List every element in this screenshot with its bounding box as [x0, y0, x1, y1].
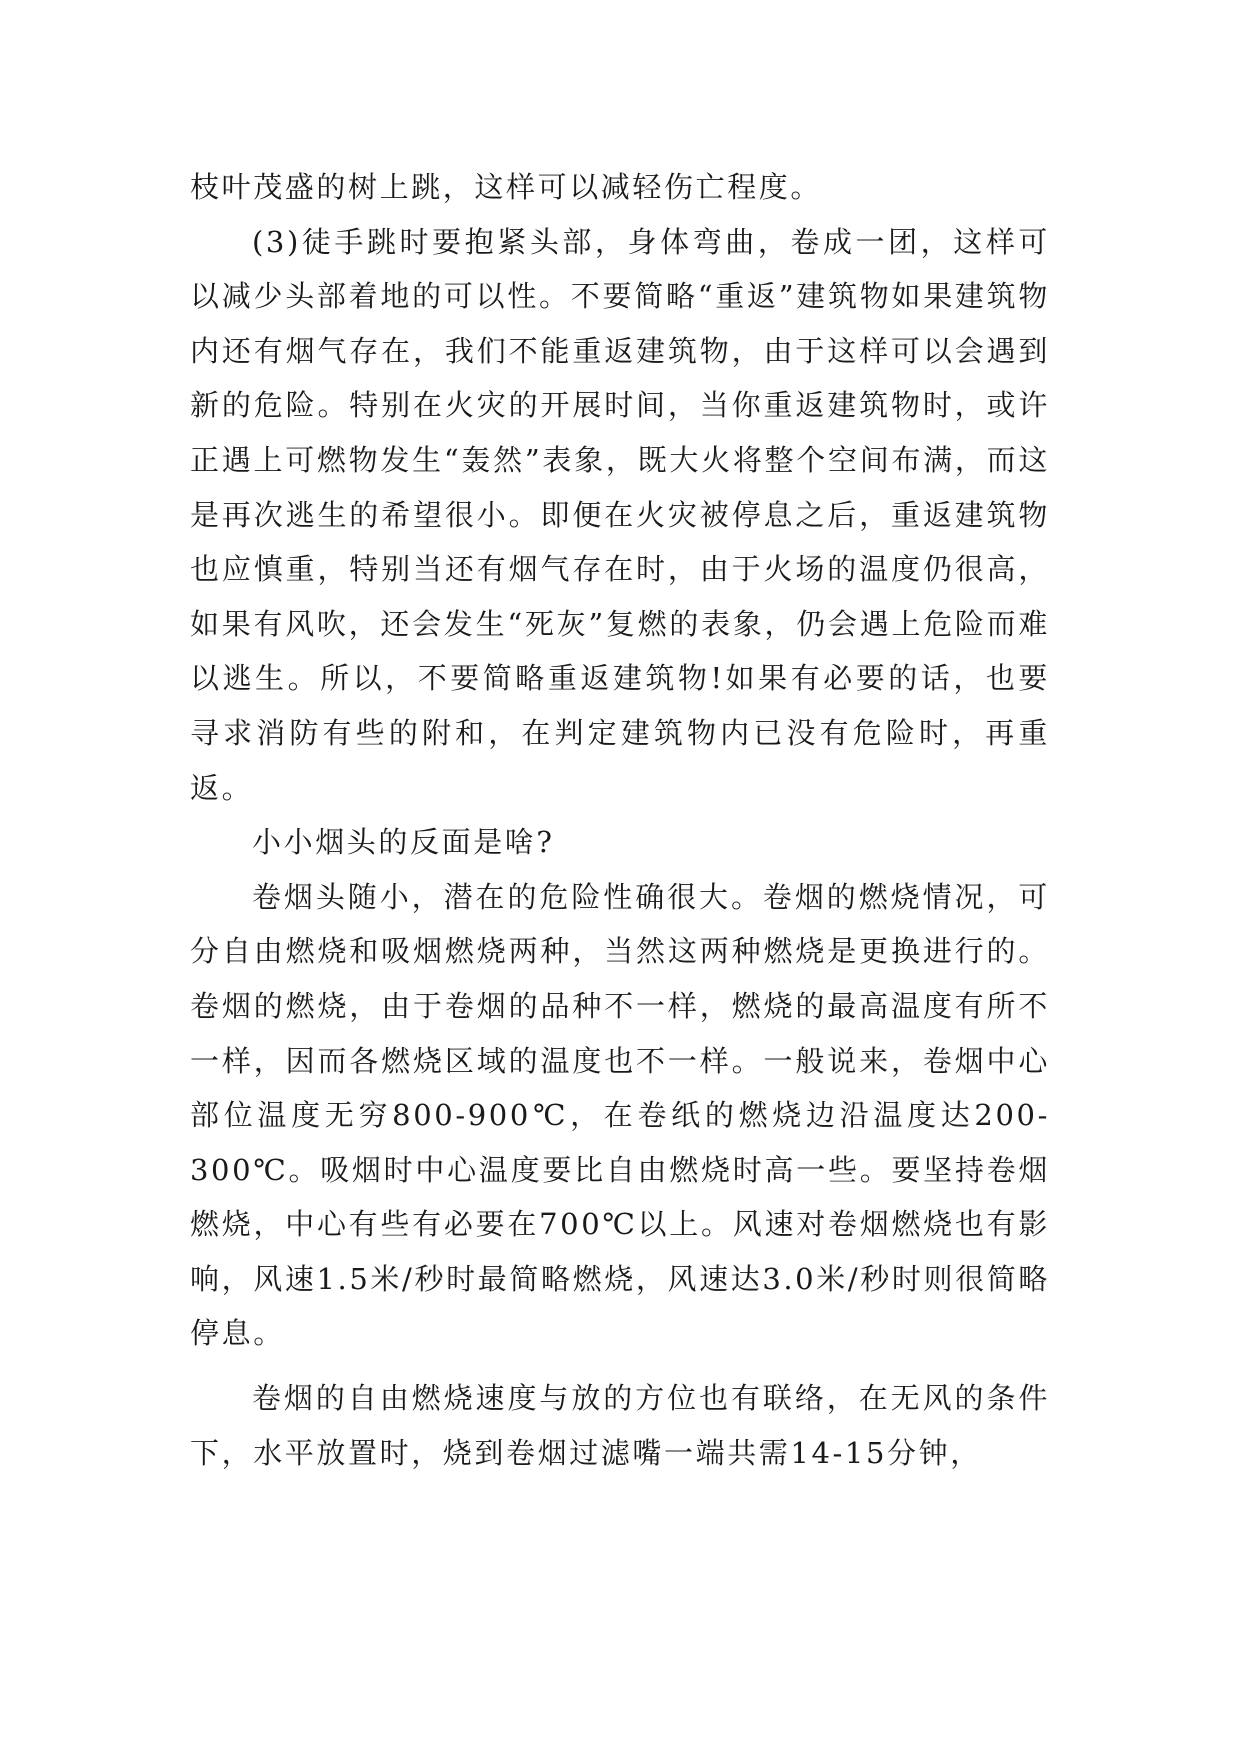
- section-heading-cigarette: 小小烟头的反面是啥?: [252, 825, 555, 860]
- body-text: [190, 160, 1050, 1480]
- paragraph-burning-speed: 卷烟的自由燃烧速度与放的方位也有联络，在无风的条件下，水平放置时，烧到卷烟过滤嘴一端共需14-15分钟，: [190, 1381, 1050, 1470]
- paragraph-cigarette-burning: 卷烟头随小，潜在的危险性确很大。卷烟的燃烧情况，可分自由燃烧和吸烟燃烧两种，当然这两种燃烧是更换进行的。卷烟的燃烧，由于卷烟的品种不一样，燃烧的最高温度有所不一样，因而各燃烧区域的温度也不一样。一般说来，卷烟中心部位温度无穷800-900℃，在卷纸的燃烧边沿温度达200-300℃。吸烟时中心温度要比自由燃烧时高一些。要坚持卷烟燃烧，中心有些有必要在700℃以上。风速对卷烟燃烧也有影响，风速1.5米/秒时最简略燃烧，风速达3.0米/秒时则很简略停息。: [190, 879, 1050, 1351]
- paragraph-jump-advice: (3)徒手跳时要抱紧头部，身体弯曲，卷成一团，这样可以减少头部着地的可以性。不要简略“重返”建筑物如果建筑物内还有烟气存在，我们不能重返建筑物，由于这样可以会遇到新的危险。特别在火灾的开展时间，当你重返建筑物时，或许正遇上可燃物发生“轰然”表象，既大火将整个空间布满，而这是再次逃生的希望很小。即便在火灾被停息之后，重返建筑物也应慎重，特别当还有烟气存在时，由于火场的温度仍很高，如果有风吹，还会发生“死灰”复燃的表象，仍会遇上危险而难以逃生。所以，不要简略重返建筑物!如果有必要的话，也要寻求消防有些的附和，在判定建筑物内已没有危险时，再重返。: [190, 224, 1050, 805]
- paragraph-continuation: 枝叶茂盛的树上跳，这样可以减轻伤亡程度。: [190, 170, 823, 204]
